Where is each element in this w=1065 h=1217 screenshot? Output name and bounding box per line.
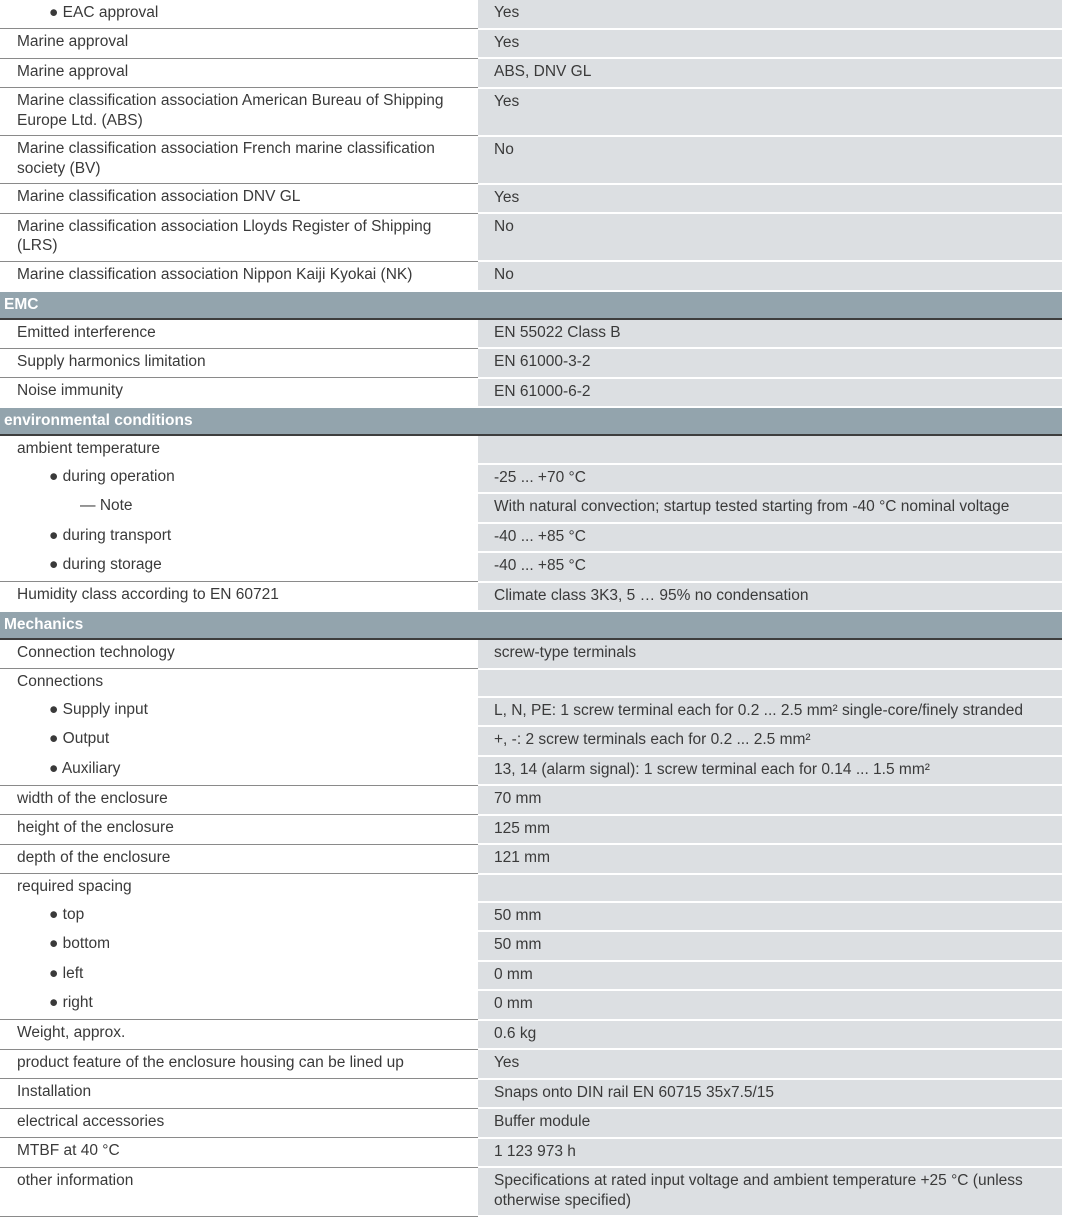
- spec-label-cell: [0, 378, 478, 408]
- spec-label: [17, 32, 478, 52]
- bullet-icon: ●: [49, 556, 63, 573]
- spec-label-text: Marine classification association Nippon Kaiji Kyokai (NK): [17, 265, 413, 283]
- spec-label-text: Note: [99, 497, 133, 514]
- spec-label: [49, 993, 478, 1013]
- spec-value: 70 mm: [478, 785, 1062, 815]
- spec-row: [0, 464, 1062, 494]
- spec-row: [0, 669, 1062, 697]
- spec-label-cell: [0, 726, 478, 756]
- spec-label: [17, 848, 478, 868]
- spec-row: [0, 1167, 1062, 1216]
- spec-label-text: Supply harmonics limitation: [17, 352, 206, 370]
- spec-label-text: Connections: [17, 673, 104, 690]
- spec-label-text: Installation: [17, 1083, 92, 1100]
- spec-label: [17, 643, 478, 663]
- spec-value: Climate class 3K3, 5 … 95% no condensation: [478, 582, 1062, 612]
- spec-label-text: right: [62, 994, 93, 1011]
- spec-row: [0, 902, 1062, 932]
- spec-label-cell: [0, 493, 478, 523]
- spec-label-cell: [0, 552, 478, 582]
- spec-value: Yes: [478, 29, 1062, 59]
- spec-row: [0, 726, 1062, 756]
- spec-value: screw-type terminals: [478, 639, 1062, 669]
- spec-label-cell: [0, 1079, 478, 1109]
- spec-label-text: Weight, approx.: [17, 1024, 126, 1041]
- spec-value: 13, 14 (alarm signal): 1 screw terminal each for 0.14 ... 1.5 mm²: [478, 756, 1062, 786]
- spec-row: [0, 552, 1062, 582]
- spec-label-text: left: [62, 964, 84, 982]
- spec-row: [0, 88, 1062, 136]
- spec-label-text: Emitted interference: [17, 323, 156, 341]
- spec-label-text: Supply input: [62, 700, 148, 718]
- dash-marker: —: [80, 497, 100, 514]
- spec-label-text: Noise immunity: [17, 382, 123, 399]
- spec-label: [17, 789, 478, 809]
- spec-label: [17, 265, 478, 285]
- spec-value: [478, 874, 1062, 902]
- spec-row: [0, 639, 1062, 669]
- spec-label-cell: [0, 844, 478, 874]
- spec-label-cell: [0, 348, 478, 378]
- spec-row: [0, 844, 1062, 874]
- spec-value: -40 ... +85 °C: [478, 523, 1062, 553]
- spec-label-cell: [0, 435, 478, 464]
- section-header: [0, 611, 1062, 639]
- spec-value: 50 mm: [478, 931, 1062, 961]
- spec-row: [0, 213, 1062, 261]
- section-header: [0, 291, 1062, 319]
- spec-value: No: [478, 136, 1062, 184]
- spec-label-text: required spacing: [17, 878, 132, 895]
- spec-value: No: [478, 261, 1062, 291]
- spec-row: [0, 261, 1062, 291]
- spec-label-text: Output: [62, 730, 110, 747]
- spec-label-cell: [0, 0, 478, 29]
- spec-label: [17, 1023, 478, 1043]
- spec-row: [0, 961, 1062, 991]
- spec-value: Yes: [478, 0, 1062, 29]
- spec-label-cell: [0, 1138, 478, 1168]
- bullet-icon: ●: [49, 935, 63, 952]
- spec-label: [49, 729, 478, 749]
- spec-value: [478, 669, 1062, 697]
- spec-row: [0, 1138, 1062, 1168]
- spec-label-cell: [0, 1108, 478, 1138]
- spec-label-text: during transport: [62, 526, 172, 544]
- spec-label-cell: [0, 184, 478, 214]
- spec-label-cell: [0, 1167, 478, 1216]
- spec-label-cell: [0, 961, 478, 991]
- spec-row: [0, 0, 1062, 29]
- spec-label: [17, 1082, 478, 1102]
- spec-label-text: Humidity class according to EN 60721: [17, 586, 279, 603]
- spec-value: Yes: [478, 88, 1062, 136]
- spec-value: Yes: [478, 184, 1062, 214]
- spec-label-text: depth of the enclosure: [17, 848, 171, 866]
- spec-label-cell: [0, 261, 478, 291]
- spec-label-text: ambient temperature: [17, 440, 161, 457]
- spec-label-text: top: [62, 905, 85, 923]
- spec-value: With natural convection; startup tested starting from -40 °C nominal voltage: [478, 493, 1062, 523]
- spec-label: [49, 934, 478, 954]
- bullet-icon: ●: [49, 759, 62, 777]
- spec-label-text: Marine approval: [17, 62, 129, 80]
- spec-value: -40 ... +85 °C: [478, 552, 1062, 582]
- spec-value: 121 mm: [478, 844, 1062, 874]
- spec-value: 0 mm: [478, 961, 1062, 991]
- spec-row: [0, 1079, 1062, 1109]
- spec-label: [49, 467, 478, 487]
- spec-value: No: [478, 213, 1062, 261]
- spec-label-text: bottom: [62, 935, 111, 952]
- spec-label-text: Marine classification association French marine classification society (BV): [17, 140, 435, 177]
- spec-value: Specifications at rated input voltage and ambient temperature +25 °C (unless otherwise specified): [478, 1167, 1062, 1216]
- spec-label: [17, 139, 478, 178]
- bullet-icon: ●: [49, 4, 63, 21]
- spec-row: [0, 136, 1062, 184]
- spec-label-text: height of the enclosure: [17, 819, 174, 836]
- spec-value: 0.6 kg: [478, 1020, 1062, 1050]
- spec-label-cell: [0, 58, 478, 88]
- spec-row: [0, 697, 1062, 727]
- spec-label-cell: [0, 874, 478, 902]
- spec-label-cell: [0, 1049, 478, 1079]
- spec-label: [17, 187, 478, 207]
- spec-label: [17, 439, 478, 459]
- spec-label: [49, 555, 478, 575]
- spec-label-text: Marine approval: [17, 33, 129, 50]
- spec-label-cell: [0, 319, 478, 349]
- spec-label-cell: [0, 213, 478, 261]
- spec-row: [0, 1020, 1062, 1050]
- spec-row: [0, 931, 1062, 961]
- spec-label-text: electrical accessories: [17, 1112, 165, 1130]
- section-title: environmental conditions: [0, 407, 1062, 435]
- spec-label: [17, 323, 478, 343]
- spec-label-cell: [0, 990, 478, 1020]
- spec-label-cell: [0, 669, 478, 697]
- spec-label-cell: [0, 582, 478, 612]
- section-header: [0, 407, 1062, 435]
- spec-value: 1 123 973 h: [478, 1138, 1062, 1168]
- spec-label: [17, 91, 478, 130]
- spec-value: L, N, PE: 1 screw terminal each for 0.2 ... 2.5 mm² single-core/finely stranded: [478, 697, 1062, 727]
- bullet-icon: ●: [49, 700, 63, 718]
- spec-label-text: MTBF at 40 °C: [17, 1142, 120, 1159]
- spec-value: ABS, DNV GL: [478, 58, 1062, 88]
- spec-value: EN 61000-6-2: [478, 378, 1062, 408]
- spec-label-cell: [0, 523, 478, 553]
- spec-label-cell: [0, 785, 478, 815]
- spec-label: [17, 672, 478, 692]
- bullet-icon: ●: [49, 994, 63, 1011]
- spec-value: Yes: [478, 1049, 1062, 1079]
- spec-label-cell: [0, 815, 478, 845]
- spec-label: [49, 759, 478, 779]
- bullet-icon: ●: [49, 467, 63, 485]
- spec-label-text: other information: [17, 1171, 134, 1189]
- spec-label-text: product feature of the enclosure housing can be lined up: [17, 1053, 404, 1071]
- spec-row: [0, 990, 1062, 1020]
- spec-label: [49, 905, 478, 925]
- spec-row: [0, 348, 1062, 378]
- spec-row: [0, 756, 1062, 786]
- spec-value: -25 ... +70 °C: [478, 464, 1062, 494]
- spec-label: [49, 3, 478, 23]
- spec-row: [0, 874, 1062, 902]
- spec-label-text: Marine classification association Lloyds Register of Shipping (LRS): [17, 217, 432, 254]
- spec-value: EN 61000-3-2: [478, 348, 1062, 378]
- section-title: Mechanics: [0, 611, 1062, 639]
- spec-label-cell: [0, 464, 478, 494]
- spec-label-cell: [0, 639, 478, 669]
- spec-label-text: during storage: [62, 556, 162, 573]
- spec-row: [0, 1108, 1062, 1138]
- spec-value: Buffer module: [478, 1108, 1062, 1138]
- spec-label: [17, 1171, 478, 1191]
- spec-label: [17, 1112, 478, 1132]
- spec-label: [17, 1053, 478, 1073]
- spec-label: [49, 526, 478, 546]
- spec-label-text: during operation: [62, 467, 175, 485]
- section-title: EMC: [0, 291, 1062, 319]
- spec-row: [0, 58, 1062, 88]
- spec-value: [478, 435, 1062, 464]
- spec-label-text: width of the enclosure: [17, 789, 168, 807]
- spec-row: [0, 29, 1062, 59]
- spec-row: [0, 435, 1062, 464]
- spec-value: +, -: 2 screw terminals each for 0.2 ... 2.5 mm²: [478, 726, 1062, 756]
- spec-value: 125 mm: [478, 815, 1062, 845]
- spec-label: [17, 877, 478, 897]
- spec-label-cell: [0, 756, 478, 786]
- spec-label: [17, 352, 478, 372]
- spec-label: [17, 818, 478, 838]
- spec-label-cell: [0, 902, 478, 932]
- spec-label-text: Marine classification association American Bureau of Shipping Europe Ltd. (ABS): [17, 92, 444, 129]
- spec-label-text: Marine classification association DNV GL: [17, 188, 301, 205]
- bullet-icon: ●: [49, 526, 63, 544]
- spec-row: [0, 184, 1062, 214]
- spec-label: [17, 585, 478, 605]
- spec-row: [0, 523, 1062, 553]
- bullet-icon: ●: [49, 905, 63, 923]
- spec-label: [80, 496, 478, 516]
- spec-row: [0, 1049, 1062, 1079]
- spec-label: [17, 1141, 478, 1161]
- spec-row: [0, 582, 1062, 612]
- spec-label-text: Auxiliary: [61, 759, 121, 777]
- spec-label: [17, 217, 478, 256]
- spec-label: [49, 700, 478, 720]
- spec-label-cell: [0, 29, 478, 59]
- spec-label: [17, 62, 478, 82]
- spec-label-cell: [0, 136, 478, 184]
- spec-label-text: Connection technology: [17, 644, 175, 661]
- bullet-icon: ●: [49, 730, 63, 747]
- spec-label: [49, 964, 478, 984]
- spec-row: [0, 378, 1062, 408]
- spec-value: 0 mm: [478, 990, 1062, 1020]
- spec-row: [0, 785, 1062, 815]
- spec-label-text: EAC approval: [62, 4, 159, 21]
- spec-label-cell: [0, 697, 478, 727]
- spec-value: EN 55022 Class B: [478, 319, 1062, 349]
- spec-label-cell: [0, 1020, 478, 1050]
- spec-value: Snaps onto DIN rail EN 60715 35x7.5/15: [478, 1079, 1062, 1109]
- spec-label-cell: [0, 88, 478, 136]
- spec-label: [17, 381, 478, 401]
- spec-row: [0, 493, 1062, 523]
- bullet-icon: ●: [49, 964, 63, 982]
- spec-row: [0, 815, 1062, 845]
- spec-value: 50 mm: [478, 902, 1062, 932]
- spec-label-cell: [0, 931, 478, 961]
- spec-row: [0, 319, 1062, 349]
